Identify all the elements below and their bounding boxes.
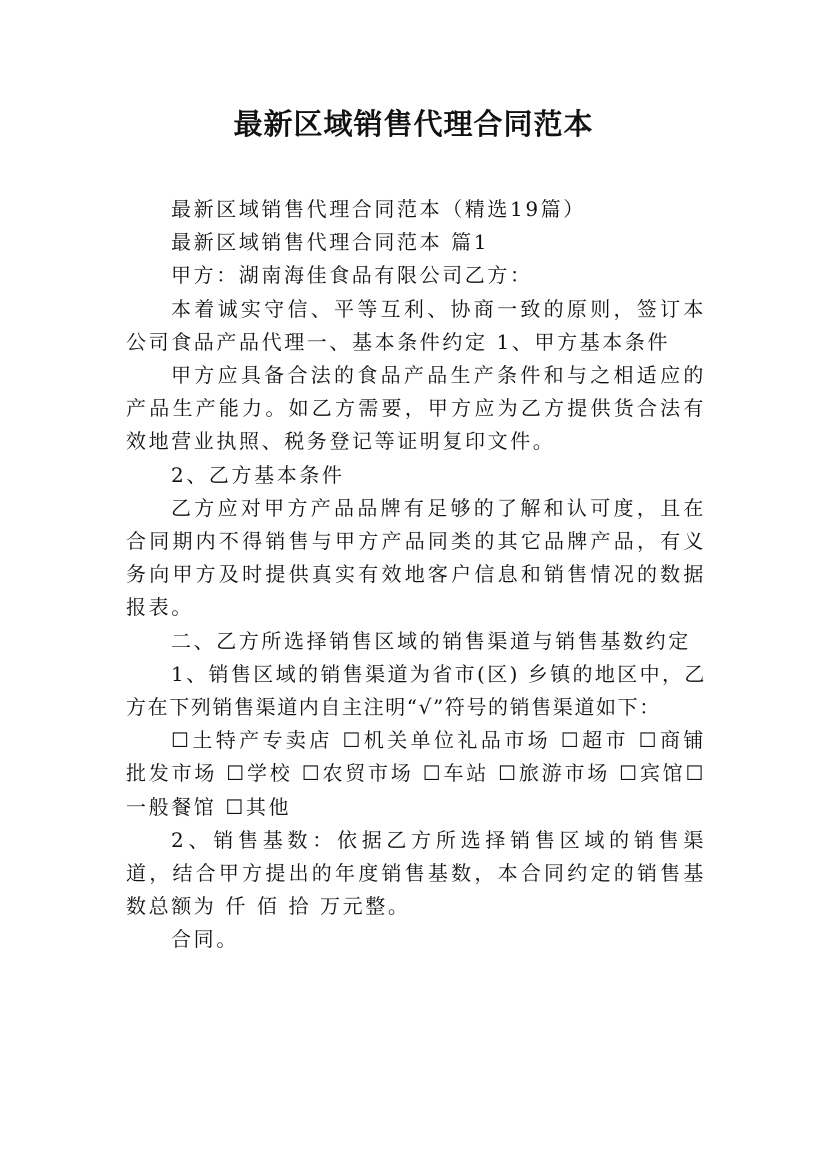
paragraph-section-heading: 最新区域销售代理合同范本 篇1: [171, 230, 490, 255]
paragraph-contract-end: 合同。: [171, 927, 239, 952]
paragraph-party-b-conditions: 乙方应对甲方产品品牌有足够的了解和认可度，且在合同期内不得销售与甲方产品同类的其它品牌产品，有义务向甲方及时提供真实有效地客户信息和销售情况的数据报表。: [126, 495, 706, 620]
document-body: [126, 193, 706, 957]
paragraph-sales-channels: 1、销售区域的销售渠道为省市(区) 乡镇的地区中，乙方在下列销售渠道内自主注明“√”符号的销售渠道如下：: [126, 661, 706, 720]
paragraph-section-two-heading: 二、乙方所选择销售区域的销售渠道与销售基数约定: [171, 628, 691, 653]
paragraph-channel-checklist: ☐土特产专卖店 ☐机关单位礼品市场 ☐超市 ☐商铺批发市场 ☐学校 ☐农贸市场 ☐车站 ☐旅游市场 ☐宾馆☐一般餐馆 ☐其他: [126, 728, 706, 819]
paragraph-subtitle: 最新区域销售代理合同范本（精选19篇）: [171, 197, 586, 221]
paragraph-principles: 本着诚实守信、平等互利、协商一致的原则，签订本公司食品产品代理一、基本条件约定 1、甲方基本条件: [126, 296, 706, 354]
paragraph-sales-base: 2、销售基数：依据乙方所选择销售区域的销售渠道，结合甲方提出的年度销售基数，本合同约定的销售基数总额为 仟 佰 拾 万元整。: [126, 827, 706, 919]
paragraph-parties: 甲方：湖南海佳食品有限公司乙方：: [171, 263, 533, 288]
document-title: 最新区域销售代理合同范本: [233, 107, 594, 141]
paragraph-party-b-heading: 2、乙方基本条件: [171, 462, 345, 487]
paragraph-party-a-conditions: 甲方应具备合法的食品产品生产条件和与之相适应的产品生产能力。如乙方需要，甲方应为乙方提供货合法有效地营业执照、税务登记等证明复印文件。: [126, 363, 706, 454]
